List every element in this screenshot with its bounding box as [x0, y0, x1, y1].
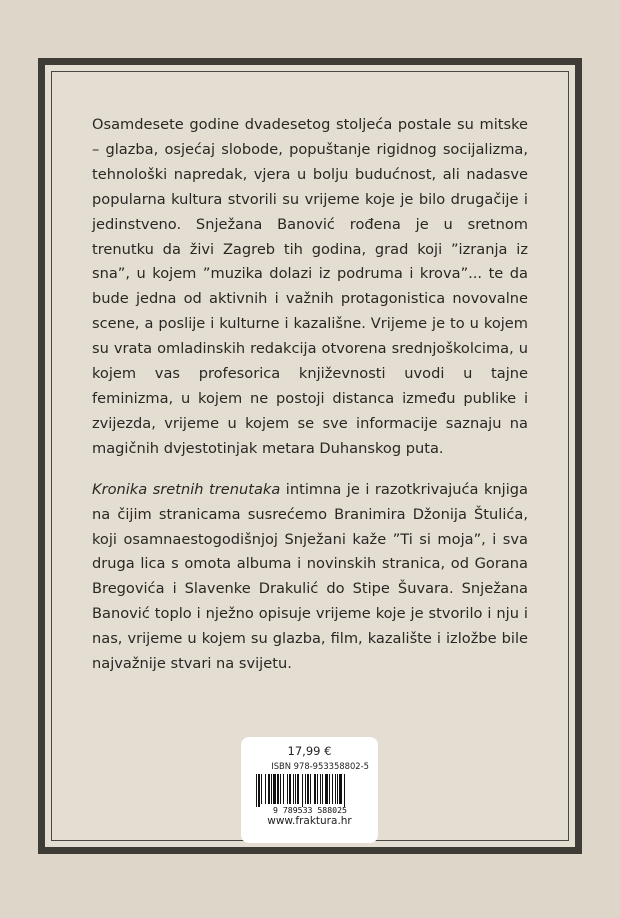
isbn-label: ISBN 978-953358802-5	[271, 761, 369, 771]
price-card	[241, 737, 378, 843]
price-label: 17,99 €	[287, 744, 332, 758]
website-label: www.fraktura.hr	[267, 815, 352, 827]
blurb-text	[92, 113, 528, 677]
barcode-icon	[250, 773, 370, 815]
barcode-digits: 9 789533 588025	[272, 805, 347, 815]
blurb-paragraph-1: Osamdesete godine dvadesetog stoljeća postale su mitske – glazba, osjećaj slobode, popuštanje rigidnog socijalizma, tehnološki napredak, vjera u bolju budućnost, ali nadasve popularna kultura stvorili su vrijeme koje je bilo drugačije i jedinstveno. Snježana Banović rođena je u sretnom trenutku da živi Zagreb tih godina, grad koji ”izranja iz sna”, u kojem ”muzika dolazi iz podruma i krova”... te da bude jedna od aktivnih i važnih protagonistica novovalne scene, a poslije i kulturne i kazališne. Vrijeme je to u kojem su vrata omladinskih redakcija otvorena srednjoškolcima, u kojem vas profesorica književnosti uvodi u tajne feminizma, u kojem ne postoji distanca između publike i zvijezda, vrijeme u kojem se sve informacije saznaju na magičnih dvjestotinjak metara Duhanskog puta.	[92, 116, 528, 457]
book-title: Kronika sretnih trenutaka	[92, 480, 281, 498]
blurb-paragraph-2	[92, 478, 528, 677]
blurb-paragraph-2-text: intimna je i razotkrivajuća knjiga na čijim stranicama susrećemo Branimira Džonija Štulića, koji osamnaestogodišnjoj Snježani kaže ”Ti si moja”, i sva druga lica s omota albuma i novinskih stranica, od Gorana Bregovića i Slavenke Drakulić do Stipe Šuvara. Snježana Banović toplo i nježno opisuje vrijeme koje je stvorilo i nju i nas, vrijeme u kojem su glazba, film, kazalište i izložbe bile najvažnije stvari na svijetu.	[92, 480, 528, 673]
